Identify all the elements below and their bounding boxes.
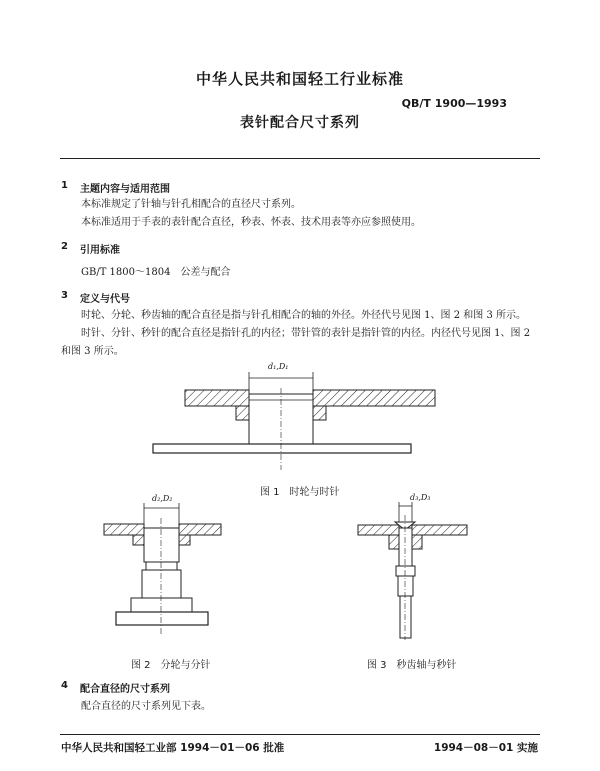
figure-2-dimension-label: d₂,D₂: [152, 494, 173, 503]
issuing-organization: 中华人民共和国轻工行业标准: [195, 70, 404, 88]
section-3-heading: 定义与代号: [80, 294, 130, 305]
section-3-paragraph-2: 时针、分针、秒针的配合直径是指针孔的内径；带针管的表针是指针管的内径。内径代号见图 1、图 2: [81, 328, 531, 339]
footer-rule: [60, 734, 540, 735]
approval-line: 中华人民共和国轻工业部 1994－01－06 批准: [61, 742, 285, 754]
figure-3-caption: 图 3 秒齿轴与秒针: [367, 660, 457, 671]
section-3-number: 3: [61, 290, 68, 301]
section-1-paragraph-2: 本标准适用于手表的表针配合直径，秒表、怀表、技术用表等亦应参照使用。: [81, 217, 421, 228]
section-4-paragraph-1: 配合直径的尺寸系列见下表。: [81, 701, 211, 712]
figure-1-caption: 图 1 时轮与时针: [260, 487, 340, 498]
section-4-number: 4: [61, 680, 68, 691]
standard-number: QB/T 1900—1993: [401, 97, 507, 110]
section-1-heading: 主题内容与适用范围: [80, 184, 170, 195]
section-2-heading: 引用标准: [80, 245, 120, 256]
figure-1-dimension-label: d₁,D₁: [268, 362, 289, 371]
section-1-paragraph-1: 本标准规定了针轴与针孔相配合的直径尺寸系列。: [81, 199, 301, 210]
figure-2-caption: 图 2 分轮与分针: [131, 660, 211, 671]
implementation-date: 1994－08－01 实施: [433, 742, 538, 754]
section-2-reference: GB/T 1800～1804 公差与配合: [81, 267, 231, 278]
figure-3-dimension-label: d₃,D₃: [410, 493, 431, 502]
section-1-number: 1: [61, 180, 68, 191]
section-4-heading: 配合直径的尺寸系列: [80, 684, 170, 695]
section-2-number: 2: [61, 241, 68, 252]
document-title: 表针配合尺寸系列: [240, 115, 360, 131]
section-3-paragraph-1: 时轮、分轮、秒齿轴的配合直径是指与针孔相配合的轴的外径。外径代号见图 1、图 2 和图 3 所示。: [81, 310, 526, 321]
section-3-paragraph-3: 和图 3 所示。: [61, 346, 124, 357]
